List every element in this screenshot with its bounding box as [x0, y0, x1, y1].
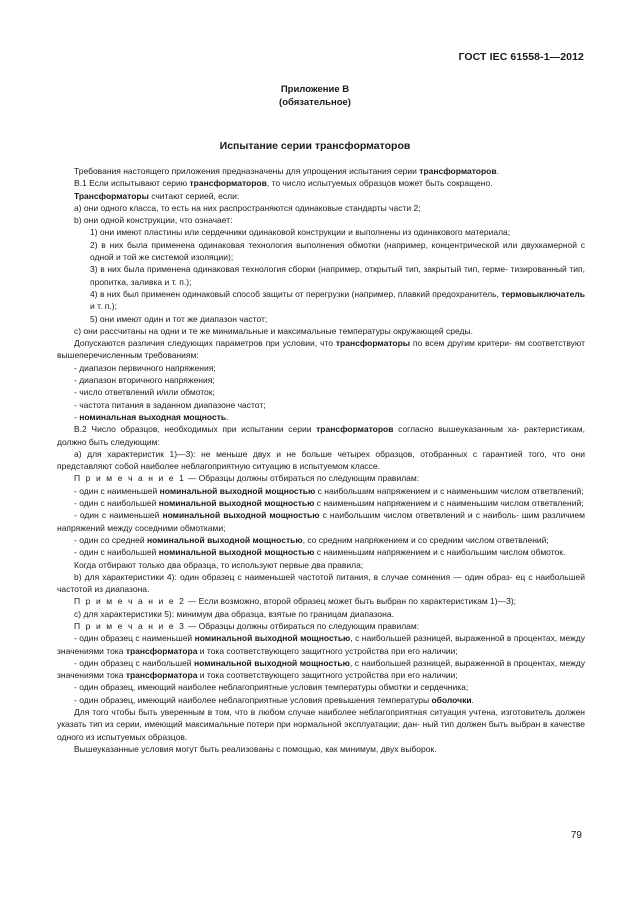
text-run: 4) в них был применен одинаковый способ защиты от перегрузки (например, плавкий предохранитель, [90, 288, 502, 299]
text-run: c) для характеристики 5): минимум два образца, взятые по границам диапазона. [74, 608, 394, 619]
bold-term: трансформаторов [189, 178, 267, 189]
text-run: П р и м е ч а н и е 2 [74, 596, 186, 607]
text-run: , со средним напряжением и со средним числом ответвлений; [302, 534, 549, 545]
text-run: - один образец, имеющий наиболее неблагоприятные условия температуры обмотки и сердечника; [74, 682, 469, 693]
text-run: a) для характеристик 1)—3): не меньше двух и не больше четырех образцов, отобранных с гарантией того, что они представляют собой наиболее неблагоприятную ситуацию в испытуемом классе. [57, 448, 585, 472]
paragraph [57, 571, 585, 596]
text-run: . [496, 166, 499, 176]
text-run: В.2 Число образцов, необходимых при испытании серии [74, 424, 317, 435]
paragraph [57, 202, 585, 214]
bold-term: номинальная выходная мощность [79, 411, 227, 422]
paragraph [57, 337, 585, 362]
text-run: — Если возможно, второй образец может быть выбран по характеристикам 1)—3); [185, 596, 517, 607]
bold-term: номинальной выходной мощностью [158, 547, 315, 558]
bold-term: номинальной выходной мощностью [194, 633, 351, 644]
text-run: П р и м е ч а н и е 3 [74, 620, 186, 631]
text-run: . [471, 694, 474, 705]
paragraph [57, 694, 585, 706]
paragraph [57, 214, 585, 226]
page-number: 79 [570, 830, 582, 841]
text-run: 1) они имеют пластины или сердечники одинаковой конструкции и выполнены из одинакового материала; [90, 227, 511, 238]
document-id-header: ГОСТ IEC 61558-1—2012 [458, 51, 584, 63]
text-run: и тока соответствующего защитного устройства при его наличии; [197, 645, 458, 656]
text-run: - один с наименьшей [74, 510, 163, 521]
text-run: b) для характеристики 4): один образец с наименьшей частотой питания, в случае сомнения — один образ- ец с наибольшей частотой из диапазона. [57, 571, 585, 595]
text-run: Для того чтобы быть уверенным в том, что в любом случае наиболее неблагоприятная ситуация учтена, изготовитель должен указать тип из серии, имеющий максимальные потери при нормальной эксплуатации; дан- ный тип должен быть выбран в качестве одного из испытуемых образцов. [57, 707, 585, 742]
paragraph [57, 534, 585, 546]
text-run: П р и м е ч а н и е 1 [74, 473, 186, 484]
paragraph [57, 546, 585, 558]
paragraph [57, 448, 585, 473]
text-run: - число ответвлений и/или обмоток; [74, 387, 215, 398]
bold-term: номинальной выходной мощностью [158, 498, 315, 509]
text-run: , с наибольшей разницей, выраженной в процентах, между значениями тока [57, 657, 585, 681]
bold-term: трансформаторов [419, 166, 497, 176]
text-run: - один с наибольшей [74, 498, 159, 509]
paragraph [57, 399, 585, 411]
text-run: , то число испытуемых образцов может быть сокращено. [266, 178, 493, 189]
bold-term: Трансформаторы [74, 190, 149, 201]
text-run: . [226, 411, 229, 422]
text-run: и т. п.); [90, 301, 117, 312]
text-run: Когда отбирают только два образца, то используют первые два правила; [74, 559, 364, 570]
text-run: с наименьшим напряжением и с наибольшим числом обмоток. [314, 547, 566, 558]
paragraph [57, 497, 585, 509]
appendix-title: Приложение В [280, 84, 350, 95]
appendix-subtitle: (обязательное) [279, 97, 351, 108]
text-run: по всем другим критери- ям соответствуют вышеперечисленным требованиям: [57, 338, 586, 361]
text-run: - один с наибольшей [74, 547, 159, 558]
bold-term: оболочки [431, 694, 472, 705]
text-run: — Образцы должны отбираться по следующим правилам: [185, 620, 420, 631]
text-run: - [74, 411, 80, 422]
text-run: с наибольшим числом ответвлений и с наиболь- шим различием напряжений между соседними обмотками; [57, 510, 585, 533]
paragraph [57, 485, 585, 497]
text-run: - один образец с наибольшей [74, 657, 194, 668]
bold-term: трансформаторов [316, 424, 394, 435]
text-run: Вышеуказанные условия могут быть реализованы с помощью, как минимум, двух выборок. [74, 743, 437, 754]
document-body [57, 165, 585, 755]
text-run: согласно вышеуказанным ха- рактеристикам, должно быть следующим: [57, 424, 585, 447]
paragraph [57, 226, 585, 238]
text-run: Требования настоящего приложения предназначены для упрощения испытания серии [74, 166, 420, 176]
text-run: — Образцы должны отбираться по следующим правилам: [185, 473, 420, 484]
paragraph [57, 239, 585, 264]
text-run: - один образец, имеющий наиболее неблагоприятные условия превышения температуры [74, 694, 432, 705]
text-run: Допускаются различия следующих параметров при условии, что [74, 338, 336, 349]
text-run: b) они одной конструкции, что означает: [74, 215, 233, 226]
text-run: - частота питания в заданном диапазоне частот; [74, 399, 266, 410]
paragraph [57, 509, 585, 534]
bold-term: термовыключатель [501, 288, 585, 299]
text-run: 3) в них была применена одинаковая технология сборки (например, открытый тип, закрытый тип, гермe- тизированный тип, пропитка, заливка и т. п.); [90, 264, 585, 287]
text-run: В.1 Если испытывают серию [74, 178, 190, 189]
text-run: 5) они имеют один и тот же диапазон частот; [90, 313, 268, 324]
paragraph [57, 706, 585, 743]
paragraph [57, 165, 585, 177]
paragraph [57, 411, 585, 423]
text-run: 2) в них была применена одинаковая технология выполнения обмотки (например, концентрической или двухкамерной с одной и той же системой изоляции); [90, 239, 585, 263]
paragraph [57, 386, 585, 398]
paragraph [57, 657, 585, 682]
paragraph [57, 559, 585, 571]
text-run: - один с наименьшей [74, 485, 160, 496]
text-run: - диапазон вторичного напряжения; [74, 375, 215, 386]
appendix-heading [0, 83, 630, 109]
text-run: c) они рассчитаны на одни и те же минимальные и максимальные температуры окружающей среды. [74, 325, 473, 336]
bold-term: трансформатора [125, 645, 198, 656]
text-run: с наибольшим напряжением и с наименьшим числом ответвлений; [315, 485, 584, 496]
paragraph [57, 374, 585, 386]
paragraph [57, 423, 585, 448]
bold-term: номинальной выходной мощностью [146, 534, 303, 545]
bold-term: трансформаторы [335, 338, 411, 349]
text-run: и тока соответствующего защитного устройства при его наличии; [197, 670, 458, 681]
text-run: , с наибольшей разницей, выраженной в процентах, между значениями тока [57, 633, 585, 656]
paragraph [57, 681, 585, 693]
paragraph [57, 288, 585, 313]
text-run: считают серией, если: [148, 190, 240, 201]
bold-term: номинальной выходной мощностью [162, 510, 320, 521]
paragraph [57, 325, 585, 337]
paragraph [57, 362, 585, 374]
text-run: с наименьшим напряжением и с наименьшим числом ответвлений; [314, 498, 584, 509]
bold-term: номинальной выходной мощностью [159, 485, 316, 496]
bold-term: номинальной выходной мощностью [194, 657, 350, 668]
paragraph [57, 620, 585, 632]
paragraph [57, 472, 585, 484]
text-run: - один со средней [74, 534, 147, 545]
paragraph [57, 177, 585, 189]
section-title: Испытание серии трансформаторов [219, 140, 411, 152]
paragraph [57, 608, 585, 620]
text-run: - один образец с наименьшей [74, 633, 195, 644]
paragraph [57, 313, 585, 325]
paragraph [57, 190, 585, 202]
paragraph [57, 632, 585, 657]
paragraph [57, 743, 585, 755]
text-run: - диапазон первичного напряжения; [74, 362, 216, 373]
bold-term: трансформатора [125, 670, 198, 681]
paragraph [57, 263, 585, 288]
text-run: a) они одного класса, то есть на них распространяются одинаковые стандарты части 2; [74, 202, 421, 213]
paragraph [57, 595, 585, 607]
